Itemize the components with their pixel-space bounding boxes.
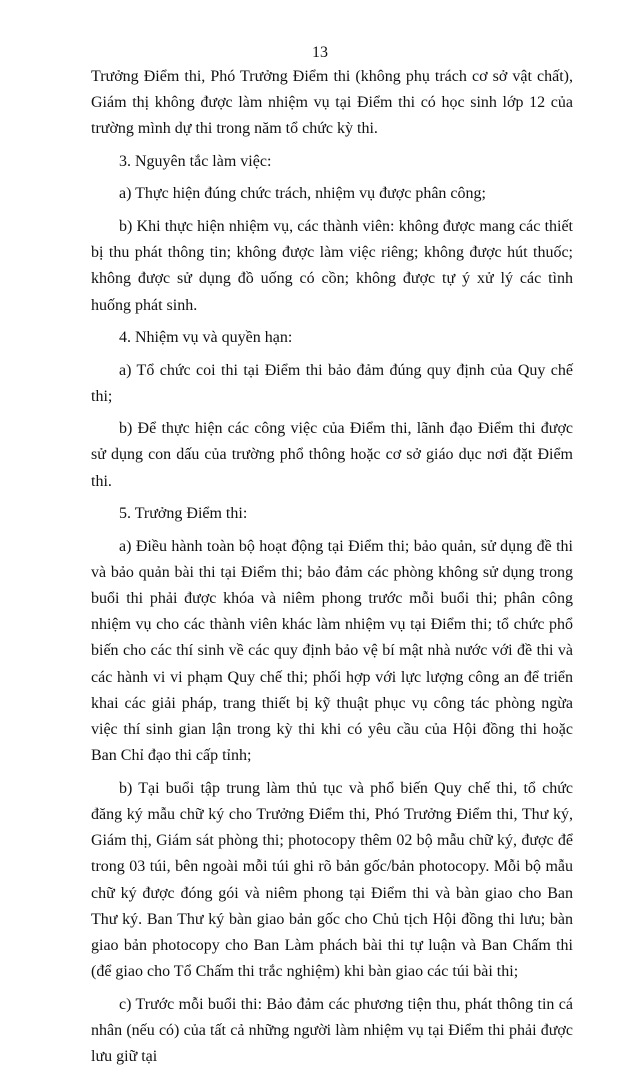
paragraph: b) Tại buổi tập trung làm thủ tục và phổ biến Quy chế thi, tổ chức đăng ký mẫu chữ ký cho Trưởng Điểm thi, Phó Trưởng Điểm thi, Thư ký, Giám thị, Giám sát phòng thi; photocopy thêm 02 bộ mẫu chữ ký, được để trong 03 túi, bên ngoài mỗi túi ghi rõ bản gốc/bản photocopy. Mỗi bộ mẫu chữ ký được đóng gói và niêm phong tại Điểm thi và bàn giao cho Ban Thư ký. Ban Thư ký bàn giao bản gốc cho Chủ tịch Hội đồng thi lưu; bàn giao bản photocopy cho Ban Làm phách bài thi tự luận và Ban Chấm thi (để giao cho Tổ Chấm thi trắc nghiệm) khi bàn giao các túi bài thi;: [91, 779, 573, 981]
paragraph: b) Khi thực hiện nhiệm vụ, các thành viên: không được mang các thiết bị thu phát thông tin; không được làm việc riêng; không được hút thuốc; không được sử dụng đồ uống có cồn; không được tự ý xử lý các tình huống phát sinh.: [91, 217, 573, 314]
paragraph: Trưởng Điểm thi, Phó Trưởng Điểm thi (không phụ trách cơ sở vật chất), Giám thị không được làm nhiệm vụ tại Điểm thi có học sinh lớp 12 của trường mình dự thi trong năm tổ chức kỳ thi.: [91, 68, 573, 138]
paragraph: c) Trước mỗi buổi thi: Bảo đảm các phương tiện thu, phát thông tin cá nhân (nếu có) của tất cả những người làm nhiệm vụ tại Điểm thi phải được lưu giữ tại: [91, 995, 573, 1066]
section-heading: 5. Trưởng Điểm thi:: [119, 505, 248, 523]
page-number: 13: [312, 44, 328, 61]
paragraph: a) Điều hành toàn bộ hoạt động tại Điểm thi; bảo quản, sử dụng đề thi và bảo quản bài thi tại Điểm thi; bảo đảm các phòng không sử dụng trong buổi thi phải được khóa và niêm phong trước mỗi buổi thi; phân công nhiệm vụ cho các thành viên khác làm nhiệm vụ tại Điểm thi; tổ chức phổ biến cho các thí sinh về các quy định bảo vệ bí mật nhà nước với đề thi và các hành vi vi phạm Quy chế thi; phối hợp với lực lượng công an để triển khai các giải pháp, trang thiết bị kỹ thuật phục vụ công tác phòng ngừa việc thí sinh gian lận trong kỳ thi khi có yêu cầu của Hội đồng thi hoặc Ban Chỉ đạo thi cấp tỉnh;: [91, 537, 573, 765]
paragraph: a) Tổ chức coi thi tại Điểm thi bảo đảm đúng quy định của Quy chế thi;: [91, 361, 573, 405]
section-heading: 3. Nguyên tắc làm việc:: [119, 152, 272, 170]
paragraph: b) Để thực hiện các công việc của Điểm thi, lãnh đạo Điểm thi được sử dụng con dấu của trường phổ thông hoặc cơ sở giáo dục nơi đặt Điểm thi.: [91, 420, 573, 490]
paragraph: a) Thực hiện đúng chức trách, nhiệm vụ được phân công;: [119, 185, 486, 203]
section-heading: 4. Nhiệm vụ và quyền hạn:: [119, 329, 293, 347]
document-body: [91, 64, 573, 1077]
